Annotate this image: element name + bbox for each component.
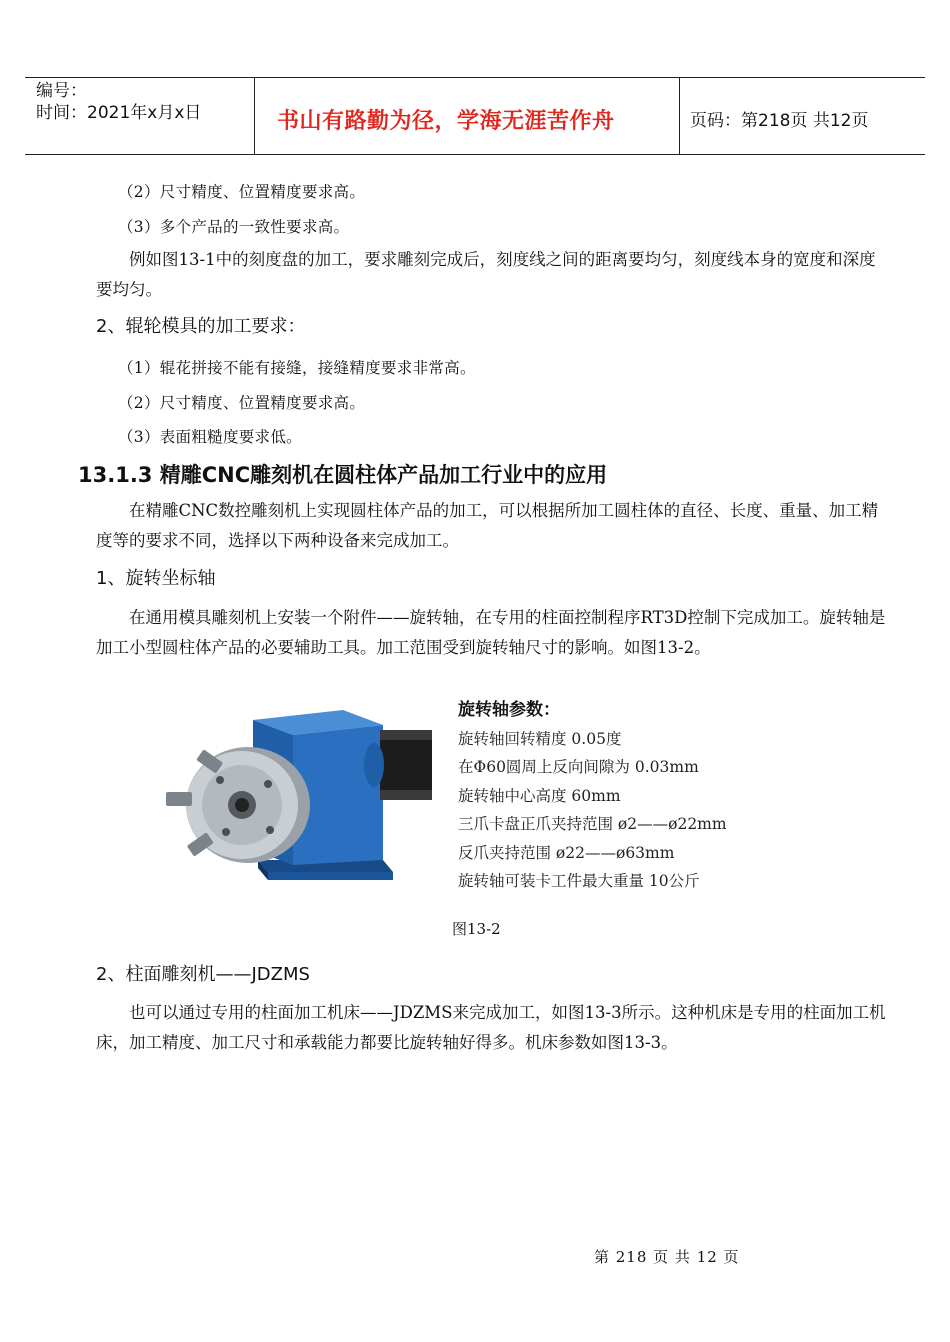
paragraph-intro: 在精雕CNC数控雕刻机上实现圆柱体产品的加工，可以根据所加工圆柱体的直径、长度、重量、加工精度等的要求不同，选择以下两种设备来完成加工。 [96, 501, 879, 550]
param-line: 反爪夹持范围 ø22——ø63mm [458, 843, 675, 862]
list-item: （2）尺寸精度、位置精度要求高。 [118, 183, 366, 201]
figure-caption: 图13-2 [452, 920, 501, 938]
paragraph-jdzms: 也可以通过专用的柱面加工机床——JDZMS来完成加工，如图13-3所示。这种机床是专用的柱面加工机床，加工精度、加工尺寸和承载能力都要比旋转轴好得多。机床参数如图13-3。 [96, 1003, 886, 1052]
list-item: （3）多个产品的一致性要求高。 [118, 218, 350, 236]
time-label: 时间：2021年x月x日 [36, 103, 202, 123]
list-item: （3）表面粗糙度要求低。 [118, 428, 302, 446]
params-title: 旋转轴参数： [458, 700, 560, 720]
header-page-info: 页码：第218页 共12页 [690, 111, 869, 131]
param-line: 旋转轴中心高度 60mm [458, 786, 621, 805]
header-bottom-rule [25, 154, 925, 155]
header-motto: 书山有路勤为径，学海无涯苦作舟 [277, 109, 615, 134]
header-top-rule [25, 77, 925, 78]
list-item: （1）辊花拼接不能有接缝，接缝精度要求非常高。 [118, 359, 476, 377]
paragraph-example: 例如图13-1中的刻度盘的加工，要求雕刻完成后，刻度线之间的距离要均匀，刻度线本身的宽度和深度要均匀。 [96, 250, 876, 299]
roller-heading: 2、辊轮模具的加工要求： [96, 316, 306, 337]
page-footer: 第 218 页 共 12 页 [594, 1248, 740, 1266]
param-line: 在Φ60圆周上反向间隙为 0.03mm [458, 758, 699, 776]
rotary-axis-params [458, 696, 898, 896]
section-title: 13.1.3 精雕CNC雕刻机在圆柱体产品加工行业中的应用 [78, 463, 608, 487]
rotary-heading: 1、旋转坐标轴 [96, 568, 216, 589]
param-line: 三爪卡盘正爪夹持范围 ø2——ø22mm [458, 815, 727, 833]
header-divider-1 [254, 78, 255, 154]
rotary-axis-image [158, 700, 448, 890]
paragraph-rotary: 在通用模具雕刻机上安装一个附件——旋转轴，在专用的柱面控制程序RT3D控制下完成加工。旋转轴是加工小型圆柱体产品的必要辅助工具。加工范围受到旋转轴尺寸的影响。如图13-2。 [96, 608, 886, 657]
list-item: （2）尺寸精度、位置精度要求高。 [118, 394, 366, 412]
serial-label: 编号： [36, 81, 87, 101]
jdzms-heading: 2、柱面雕刻机——JDZMS [96, 964, 310, 985]
param-line: 旋转轴可装卡工件最大重量 10公斤 [458, 872, 700, 890]
header-divider-2 [679, 78, 680, 154]
param-line: 旋转轴回转精度 0.05度 [458, 729, 622, 748]
